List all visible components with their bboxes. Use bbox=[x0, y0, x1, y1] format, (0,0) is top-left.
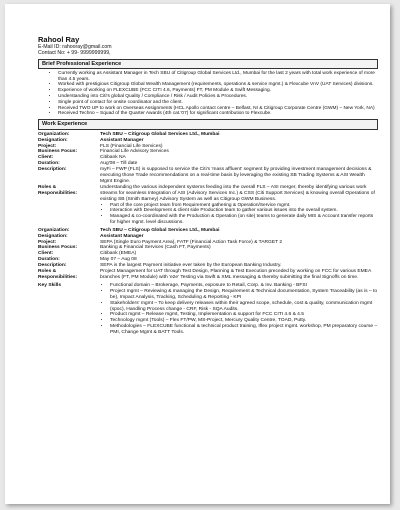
organization-value: Tech SBU – Citigroup Global Services Ltd., Mumbai bbox=[100, 131, 220, 137]
job1-bullets bbox=[100, 203, 378, 226]
list-item: • Experience of working on FLEXCUBE (FCC CITI 4.6, Payments) FT, PM Module & Swift Messaging. bbox=[58, 88, 378, 94]
list-item: • Functional domain – Brokerage, Payments, exposure to Retail, Corp. & Inv. Banking - BFSI bbox=[110, 283, 378, 289]
client-value: Citibank (EMEA) bbox=[100, 251, 137, 257]
skills-list bbox=[100, 283, 378, 336]
client-value: Citibank NA bbox=[100, 155, 126, 161]
skills-label: Key Skills bbox=[38, 282, 62, 288]
field-label: Roles & Responsibilities: bbox=[38, 269, 78, 280]
list-item: • Product mgmt – Release mgmt, Testing, Implementation & support for FCC CITI 4.6 & 4.5 bbox=[110, 312, 378, 318]
project-value: SEPA (Single Euro Payment Area), FATF (Financial Action Task Force) & TARGET 2 bbox=[100, 239, 283, 245]
field-label: Organization: bbox=[38, 131, 70, 137]
phone-line: Contact No: + 99- 9999999999, bbox=[38, 50, 111, 57]
list-item: • Understanding into Citi's global Quality / Compliance / Risk / Audit Policies & Procedures. bbox=[58, 94, 378, 100]
list-item: • Managed & co-coordinated with the Production & Operation (on site) teams to generate daily MIS & Account transfer reports for higher mgmt. level discussions. bbox=[110, 214, 378, 226]
roles-value: Project Management for UAT through Test Design, Planning & Test Execution preceded by working on FCC for various EMEA branches (FT, PM Module) with 'e2e' Testing via Swift & XML messaging & thereby submitting the final Signoffs on time. bbox=[100, 269, 371, 280]
field-label: Roles & Responsibilities: bbox=[38, 184, 78, 196]
job-entry-1 bbox=[38, 132, 378, 203]
field-label: Organization: bbox=[38, 227, 70, 233]
field-label: Client: bbox=[38, 155, 54, 161]
list-item: • Single point of contact for onsite coordinator and the client. bbox=[58, 100, 378, 106]
focus-value: Financial Life Advisory Services bbox=[100, 149, 169, 155]
designation-value: Assistant Manager bbox=[100, 137, 144, 143]
field-label: Description: bbox=[38, 263, 67, 269]
organization-value: Tech SBU – Citigroup Global Services Ltd., Mumbai bbox=[100, 227, 220, 233]
list-item: • Received TWO UP to work on Overseas Assignments (HCL Apollo contact centre – Belfast, NI & Citigroup Corporate Centre (GWM) – New York, NA) bbox=[58, 106, 378, 112]
brief-section-title: Brief Professional Experience bbox=[38, 59, 378, 70]
key-skills bbox=[38, 283, 378, 336]
designation-value: Assistant Manager bbox=[100, 233, 144, 239]
field-label: Duration: bbox=[38, 257, 60, 263]
document-page bbox=[5, 4, 390, 504]
email-line: E-Mail ID: rahooray@gmail.com bbox=[38, 44, 112, 50]
focus-value: Banking & Financial Services (Cash FT, Payments) bbox=[100, 245, 211, 251]
job-entry-2 bbox=[38, 228, 378, 281]
field-label: Project: bbox=[38, 143, 57, 149]
brief-list bbox=[38, 71, 378, 117]
list-item: • Currently working as Assistant Manager in Tech SBU of Citigroup Global Services Ltd., Mumbai for the last 2 years with total work experience of more than 4.5 years. bbox=[58, 71, 378, 83]
field-label: Business Focus: bbox=[38, 149, 78, 155]
duration-value: May 07 – Aug 08 bbox=[100, 257, 137, 263]
duration-value: Aug'08 – Till date bbox=[100, 161, 138, 167]
field-label: Designation: bbox=[38, 137, 68, 143]
list-item: • Received Techno – Squad of the Quarter Awards (4th cat.'07) for significant contribution to Flexcube. bbox=[58, 111, 378, 117]
list-item: • Worked with prestigious Citigroup Global Wealth Management (requirements, operations & service mgmt.) & Flexcube VnV (UAT Services) divisions. bbox=[58, 82, 378, 88]
list-item: • Stakeholders' mgmt – To keep delivery releases within their agreed scope, schedule, cost & quality, communication mgmt (spoc), Handling Process change - CRF, Risk - SQA Audits. bbox=[110, 301, 378, 313]
resume-content bbox=[38, 35, 378, 336]
list-item: • Project mgmt – Reviewing & managing the Design, Requirement & Technical documentation, System Traceability (as is – to be), Impact Analysis, Tracking, Scheduling & Reporting - KPI bbox=[110, 289, 378, 301]
field-label: Description: bbox=[38, 167, 67, 173]
description-value: myFi – FWP (FLS) is supposed to service the Citi's 'mass affluent' segment by providing investment management decisions & executing those Trade recommendations on a real-time basis by leveraging the existing SB Trading Systems & ASI Wealth Mgmt Engine. bbox=[100, 167, 372, 184]
list-item: • Part of the core project team from Requirement gathering & Operation/Service mgmt. bbox=[110, 203, 378, 209]
list-item: • Methodologies – FLEXCUBE functional & technical product training, Iflex project mgmt. workshop, PM preparatory course – PMI, Change Mgmt & BATT Tools. bbox=[110, 324, 378, 336]
candidate-name: Rahool Ray bbox=[38, 35, 80, 44]
roles-value: Understanding the various independent systems feeding into the overall FLS – ASI merger, thereby identifying various work streams for seamless Integration of ASI (Advisory Services Inc.) & CSS (Citi Support Services) & knowing overall Operations of existing SB (Smith Barney) Advisory System as well as Citigroup GWM Business. bbox=[100, 184, 375, 202]
field-label: Project: bbox=[38, 239, 57, 245]
list-item: • Interaction with Development & client side Production team to gather various issues into the overall system. bbox=[110, 208, 378, 214]
description-value: SEPA is the largest Payment initiative ever taken by the European Banking Industry. bbox=[100, 263, 282, 269]
work-section-title: Work Experience bbox=[38, 119, 378, 130]
project-value: FLS (Financial Life Services) bbox=[100, 143, 163, 149]
resume-header bbox=[38, 35, 378, 57]
field-label: Client: bbox=[38, 251, 54, 257]
field-label: Designation: bbox=[38, 233, 68, 239]
field-label: Business Focus: bbox=[38, 245, 78, 251]
list-item: • Technology mgmt (Tools) – Flex FT/PW, MS-Project, Mercury Quality Centre, TOAD, Putty. bbox=[110, 318, 378, 324]
field-label: Duration: bbox=[38, 161, 60, 167]
